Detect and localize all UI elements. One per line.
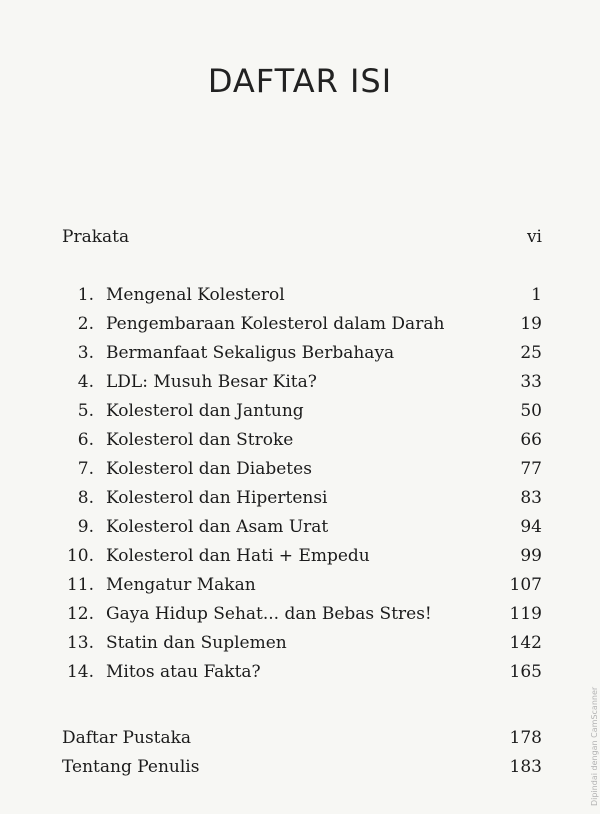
chapter-number: 13. (66, 633, 94, 653)
chapter-title: Kolesterol dan Hati + Empedu (106, 546, 370, 566)
chapter-page: 1 (531, 285, 542, 305)
entry-label: Prakata (62, 227, 130, 247)
chapter-page: 33 (520, 372, 542, 392)
chapter-page: 50 (520, 401, 542, 421)
entry-page: vi (526, 227, 542, 247)
chapter-number: 8. (77, 488, 94, 508)
chapter-page: 165 (509, 662, 542, 682)
watermark-text: Dipindai dengan CamScanner (590, 686, 599, 806)
chapter-title: LDL: Musuh Besar Kita? (106, 372, 317, 392)
chapter-number: 1. (77, 285, 94, 305)
chapter-page: 119 (509, 604, 542, 624)
chapter-number: 4. (77, 372, 94, 392)
chapter-title: Mitos atau Fakta? (106, 662, 261, 682)
chapter-title: Kolesterol dan Asam Urat (106, 517, 329, 537)
chapter-title: Kolesterol dan Hipertensi (106, 488, 328, 508)
chapter-number: 3. (77, 343, 94, 363)
scanner-watermark (578, 680, 599, 810)
chapter-page: 19 (520, 314, 542, 334)
chapter-number: 6. (77, 430, 94, 450)
chapter-title: Mengatur Makan (106, 575, 256, 595)
chapter-title: Kolesterol dan Stroke (106, 430, 294, 450)
page-title: DAFTAR ISI (207, 62, 393, 100)
chapter-title: Mengenal Kolesterol (106, 285, 285, 305)
chapter-number: 11. (66, 575, 94, 595)
chapter-title: Kolesterol dan Jantung (106, 401, 304, 421)
chapter-number: 7. (77, 459, 94, 479)
chapter-title: Statin dan Suplemen (106, 633, 287, 653)
chapter-title: Kolesterol dan Diabetes (106, 459, 312, 479)
chapter-number: 9. (77, 517, 94, 537)
chapter-number: 12. (66, 604, 94, 624)
chapter-title: Bermanfaat Sekaligus Berbahaya (106, 343, 395, 363)
chapter-page: 25 (520, 343, 542, 363)
chapter-page: 66 (520, 430, 542, 450)
chapter-title: Gaya Hidup Sehat... dan Bebas Stres! (106, 604, 432, 624)
chapter-page: 142 (509, 633, 542, 653)
chapter-page: 77 (520, 459, 542, 479)
entry-page: 178 (509, 728, 542, 748)
chapter-page: 99 (520, 546, 542, 566)
chapter-page: 83 (520, 488, 542, 508)
chapter-number: 5. (77, 401, 94, 421)
entry-page: 183 (509, 757, 542, 777)
chapter-page: 107 (509, 575, 542, 595)
chapter-page: 94 (520, 517, 542, 537)
chapter-number: 2. (77, 314, 94, 334)
entry-label: Daftar Pustaka (62, 728, 192, 748)
chapter-title: Pengembaraan Kolesterol dalam Darah (106, 314, 445, 334)
entry-label: Tentang Penulis (62, 757, 200, 777)
chapter-number: 14. (66, 662, 94, 682)
chapter-number: 10. (66, 546, 94, 566)
